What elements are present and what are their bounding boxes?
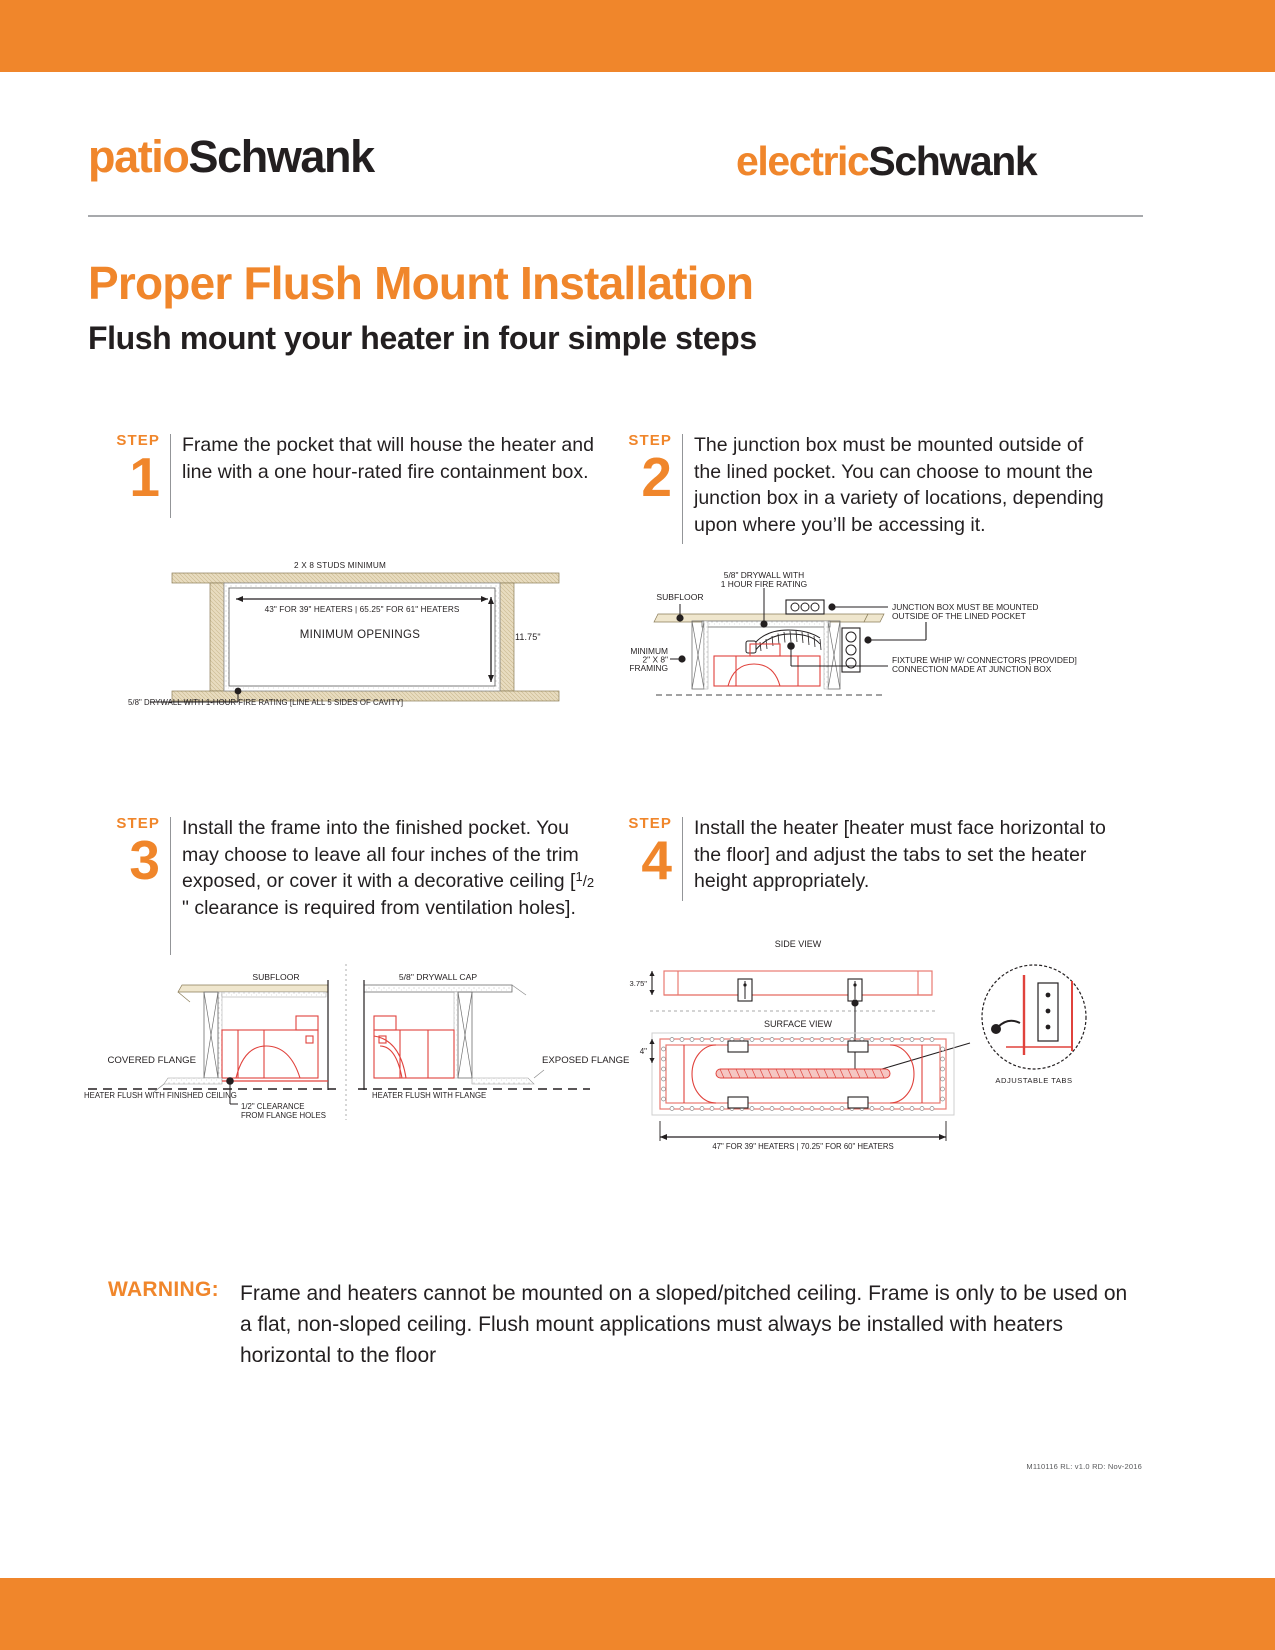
logo-electric-schwank — [736, 130, 1036, 192]
top-orange-bar — [0, 0, 1275, 72]
step-4-number: 4 — [641, 829, 672, 891]
diagram-step-2 — [629, 566, 1146, 711]
step-3-text-part2: " clearance is required from ventilation holes]. — [182, 896, 576, 919]
step-2-label — [610, 432, 672, 508]
diagram3-heater-flush-flange-label: HEATER FLUSH WITH FLANGE — [372, 1091, 487, 1100]
step-4-word: STEP — [628, 815, 672, 832]
diagram2-whip-label-2: CONNECTION MADE AT JUNCTION BOX — [892, 664, 1052, 674]
step-3-text-part1: Install the frame into the finished pocket. You may choose to leave all four inches of the trim exposed, or cover it with a decorative ceiling [ — [182, 817, 579, 892]
diagram4-side-view-label: SIDE VIEW — [774, 939, 822, 949]
step-3-text — [182, 815, 597, 921]
step-3-label — [98, 815, 160, 891]
header-divider — [88, 215, 1143, 217]
bottom-orange-bar — [0, 1578, 1275, 1650]
diagram1-center-label: MINIMUM OPENINGS — [299, 629, 421, 641]
diagram1-top-label: 2 X 8 STUDS MINIMUM — [293, 561, 387, 570]
page-title: Proper Flush Mount Installation — [88, 257, 754, 309]
diagram2-framing-label-3: FRAMING — [629, 663, 668, 673]
diagram3-heater-flush-ceiling-label: HEATER FLUSH WITH FINISHED CEILING — [84, 1091, 237, 1100]
step-2-number: 2 — [641, 446, 672, 508]
diagram-step-1 — [110, 560, 570, 710]
step-4-text: Install the heater [heater must face horizontal to the floor] and adjust the tabs to set the heater height appropriately. — [694, 817, 1106, 892]
diagram4-depth-label: 4" — [639, 1047, 647, 1056]
step-1-number: 1 — [129, 446, 160, 508]
diagram1-bottom-label: 5/8" DRYWALL WITH 1-HOUR FIRE RATING [LINE ALL 5 SIDES OF CAVITY] — [128, 698, 404, 707]
diagram3-exposed-flange-label: EXPOSED FLANGE — [542, 1055, 630, 1066]
diagram1-height-label: 11.75" — [515, 632, 541, 642]
step-2-text: The junction box must be mounted outside of the lined pocket. You can choose to mount the junction box in a variety of locations, depending upon where you’ll be accessing it. — [694, 434, 1104, 536]
step-1-word: STEP — [116, 432, 160, 449]
logo-electric-text: electric — [736, 138, 869, 184]
diagram3-clearance-label-2: FROM FLANGE HOLES — [241, 1111, 326, 1120]
diagram-step-4 — [620, 935, 1140, 1160]
step-2-divider — [682, 434, 683, 544]
diagram2-junction-label-1: JUNCTION BOX MUST BE MOUNTED — [892, 602, 1039, 612]
diagram4-height-label: 3.75" — [629, 979, 647, 988]
step-1-text: Frame the pocket that will house the heater and line with a one hour-rated fire containment box. — [182, 434, 594, 483]
diagram2-drywall-label-2: 1 HOUR FIRE RATING — [720, 579, 808, 589]
diagram4-width-label: 47" FOR 39" HEATERS | 70.25" FOR 60" HEATERS — [712, 1142, 894, 1151]
diagram4-adjustable-tabs-label: ADJUSTABLE TABS — [995, 1076, 1073, 1085]
diagram2-subfloor-label: SUBFLOOR — [656, 592, 704, 602]
diagram3-subfloor-label: SUBFLOOR — [252, 972, 300, 982]
diagram3-drywall-cap-label: 5/8" DRYWALL CAP — [398, 972, 478, 982]
step-3-fraction: $^1/_2$ — [575, 869, 595, 890]
logo-schwank-text: Schwank — [188, 131, 374, 182]
diagram2-framing-label-2: 2" X 8" — [642, 654, 668, 665]
page-subtitle: Flush mount your heater in four simple steps — [88, 320, 757, 356]
diagram3-clearance-label-1: 1/2" CLEARANCE — [241, 1102, 305, 1111]
diagram2-junction-label-2: OUTSIDE OF THE LINED POCKET — [892, 611, 1026, 621]
diagram-step-3 — [78, 962, 630, 1122]
step-3-number: 3 — [129, 829, 160, 891]
diagram2-drywall-label-1: 5/8" DRYWALL WITH — [723, 570, 805, 580]
document-code: M110116 RL: v1.0 RD: Nov-2016 — [1026, 1462, 1142, 1471]
step-1-divider — [170, 434, 171, 518]
step-3-divider — [170, 817, 171, 955]
step-1-label — [98, 432, 160, 508]
step-4-label — [610, 815, 672, 891]
step-2-word: STEP — [628, 432, 672, 449]
warning-text: Frame and heaters cannot be mounted on a sloped/pitched ceiling. Frame is only to be used on a flat, non-sloped ceiling. Flush mount applications must always be installed with heaters horizontal to the floor — [240, 1282, 1128, 1367]
logo-patio-text: patio — [88, 131, 189, 182]
diagram2-whip-label-1: FIXTURE WHIP W/ CONNECTORS [PROVIDED] — [892, 655, 1077, 665]
brand-logos — [88, 126, 1143, 188]
logo-schwank-text-2: Schwank — [868, 138, 1037, 184]
step-3-fraction-numerator: 1 — [575, 869, 583, 884]
diagram4-surface-view-label: SURFACE VIEW — [763, 1019, 833, 1029]
logo-patio-schwank — [88, 126, 374, 188]
step-3-fraction-denominator: 2 — [586, 875, 595, 890]
step-4-divider — [682, 817, 683, 901]
step-3-word: STEP — [116, 815, 160, 832]
diagram1-width-label: 43" FOR 39" HEATERS | 65.25" FOR 61" HEATERS — [264, 605, 460, 614]
diagram3-covered-flange-label: COVERED FLANGE — [107, 1055, 196, 1066]
warning-label: WARNING: — [108, 1278, 219, 1301]
diagram2-framing-label-1: MINIMUM — [630, 646, 668, 656]
